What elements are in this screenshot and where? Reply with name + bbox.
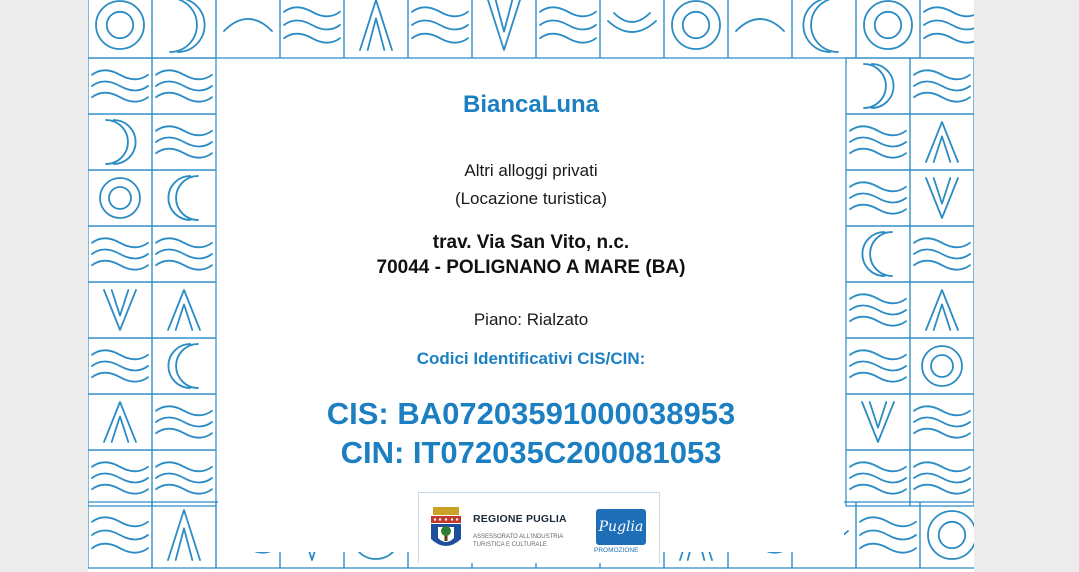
pattern-shape	[811, 0, 838, 52]
pattern-shape	[846, 226, 910, 282]
pattern-shape	[934, 178, 951, 204]
pattern-shape	[92, 362, 148, 371]
pattern-shape	[92, 462, 148, 471]
pattern-shape	[170, 0, 197, 52]
pattern-shape	[92, 350, 148, 359]
pattern-shape	[926, 178, 958, 218]
pattern-shape	[107, 12, 133, 38]
pattern-shape	[926, 290, 958, 330]
region-subtitle-1: ASSESSORATO ALL'INDUSTRIA	[473, 534, 564, 540]
pattern-shape	[864, 64, 886, 108]
pattern-shape	[156, 474, 212, 483]
pattern-shape	[924, 7, 974, 16]
address-line-2: 70044 - POLIGNANO A MARE (BA)	[376, 257, 686, 278]
footer-logos	[418, 492, 660, 563]
pattern-shape	[850, 373, 906, 382]
region-subtitle-2: TURISTICA E CULTURALE	[473, 542, 547, 548]
pattern-shape	[176, 528, 193, 560]
pattern-shape	[850, 194, 906, 203]
pattern-shape	[850, 317, 906, 326]
pattern-shape	[156, 261, 212, 270]
pattern-shape	[850, 149, 906, 158]
promo-subtitle: PROMOZIONE	[594, 547, 639, 554]
pattern-shape	[100, 178, 140, 218]
pattern-shape	[914, 418, 970, 427]
pattern-shape	[176, 344, 198, 388]
pattern-shape	[862, 232, 884, 276]
pattern-shape	[92, 82, 148, 91]
pattern-shape	[92, 485, 148, 494]
pattern-shape	[914, 250, 970, 259]
pattern-shape	[92, 544, 148, 553]
cin-code: CIN: IT072035C200081053	[340, 435, 722, 470]
pattern-shape	[850, 362, 906, 371]
pattern-shape	[850, 474, 906, 483]
pattern-shape	[156, 70, 212, 79]
pattern-shape	[92, 238, 148, 247]
pattern-shape	[92, 93, 148, 102]
pattern-shape	[860, 517, 916, 526]
pattern-shape	[914, 462, 970, 471]
pattern-shape	[850, 182, 906, 191]
pattern-shape	[156, 138, 212, 147]
pattern-shape	[850, 205, 906, 214]
pattern-shape	[860, 531, 916, 540]
pattern-shape	[862, 402, 894, 442]
pattern-shape	[924, 34, 974, 43]
pattern-shape	[96, 1, 144, 49]
listing-name: BiancaLuna	[462, 91, 600, 118]
pattern-shape	[168, 344, 190, 388]
pattern-shape	[540, 7, 596, 16]
pattern-shape	[92, 373, 148, 382]
pattern-shape	[924, 21, 974, 30]
pattern-shape	[104, 290, 136, 330]
pattern-shape	[683, 12, 709, 38]
pattern-shape	[412, 21, 468, 30]
pattern-shape	[156, 126, 212, 135]
info-panel	[218, 62, 844, 552]
pattern-shape	[156, 93, 212, 102]
pattern-shape	[92, 250, 148, 259]
pattern-shape	[872, 64, 894, 108]
pattern-shape	[92, 474, 148, 483]
pattern-shape	[152, 0, 216, 58]
pattern-shape	[870, 402, 887, 428]
address-line-1: trav. Via San Vito, n.c.	[432, 232, 630, 253]
pattern-shape	[156, 149, 212, 158]
pattern-shape	[614, 13, 650, 22]
pattern-shape	[156, 238, 212, 247]
regione-puglia-crest-icon	[429, 507, 463, 553]
pattern-shape	[540, 34, 596, 43]
pattern-shape	[850, 462, 906, 471]
pattern-shape	[360, 0, 392, 50]
pattern-shape	[870, 232, 892, 276]
pattern-shape	[92, 261, 148, 270]
pattern-shape	[846, 58, 910, 114]
pattern-shape	[412, 34, 468, 43]
pattern-shape	[934, 304, 951, 330]
pattern-shape	[156, 418, 212, 427]
pattern-shape	[850, 485, 906, 494]
puglia-promozione-logo: Puglia	[596, 509, 646, 545]
pattern-shape	[156, 250, 212, 259]
pattern-shape	[600, 0, 664, 58]
pattern-shape	[284, 21, 340, 30]
pattern-shape	[914, 474, 970, 483]
pattern-shape	[152, 170, 216, 226]
pattern-shape	[939, 522, 965, 548]
pattern-shape	[850, 294, 906, 303]
pattern-shape	[224, 19, 272, 31]
pattern-shape	[284, 34, 340, 43]
pattern-shape	[850, 138, 906, 147]
pattern-shape	[156, 82, 212, 91]
pattern-shape	[914, 70, 970, 79]
pattern-shape	[156, 462, 212, 471]
pattern-shape	[860, 544, 916, 553]
pattern-shape	[92, 531, 148, 540]
pattern-shape	[496, 0, 513, 32]
pattern-shape	[168, 176, 190, 220]
pattern-shape	[92, 70, 148, 79]
listing-category: Altri alloggi privati	[464, 161, 598, 180]
pattern-shape	[412, 7, 468, 16]
pattern-shape	[931, 355, 953, 377]
pattern-shape	[850, 306, 906, 315]
pattern-shape	[928, 511, 974, 559]
cis-code: CIS: BA07203591000038953	[326, 396, 736, 431]
pattern-shape	[934, 136, 951, 162]
codes-heading: Codici Identificativi CIS/CIN:	[416, 349, 646, 368]
pattern-shape	[156, 485, 212, 494]
floor-info: Piano: Rialzato	[473, 310, 589, 329]
pattern-shape	[736, 19, 784, 31]
pattern-shape	[792, 0, 856, 58]
pattern-shape	[850, 126, 906, 135]
pattern-shape	[156, 406, 212, 415]
pattern-shape	[914, 82, 970, 91]
pattern-shape	[488, 0, 520, 50]
pattern-shape	[540, 21, 596, 30]
pattern-shape	[284, 7, 340, 16]
certificate-sheet	[88, 0, 974, 572]
pattern-shape	[168, 290, 200, 330]
pattern-shape	[114, 120, 136, 164]
pattern-shape	[926, 122, 958, 162]
pattern-shape	[168, 510, 200, 560]
pattern-shape	[344, 0, 408, 58]
listing-category-detail: (Locazione turistica)	[454, 189, 608, 208]
pattern-shape	[914, 429, 970, 438]
pattern-shape	[368, 18, 385, 50]
pattern-shape	[176, 176, 198, 220]
pattern-shape	[112, 290, 129, 316]
pattern-shape	[914, 485, 970, 494]
pattern-shape	[914, 238, 970, 247]
pattern-shape	[672, 1, 720, 49]
pattern-shape	[914, 93, 970, 102]
pattern-shape	[914, 261, 970, 270]
pattern-shape	[92, 517, 148, 526]
pattern-shape	[109, 187, 131, 209]
pattern-shape	[106, 120, 128, 164]
pattern-shape	[922, 346, 962, 386]
region-name: REGIONE PUGLIA	[473, 513, 567, 525]
pattern-shape	[152, 338, 216, 394]
pattern-shape	[850, 350, 906, 359]
pattern-shape	[156, 429, 212, 438]
pattern-shape	[104, 402, 136, 442]
pattern-shape	[112, 416, 129, 442]
pattern-shape	[914, 406, 970, 415]
pattern-shape	[176, 304, 193, 330]
pattern-shape	[875, 12, 901, 38]
pattern-shape	[88, 114, 152, 170]
pattern-shape	[864, 1, 912, 49]
